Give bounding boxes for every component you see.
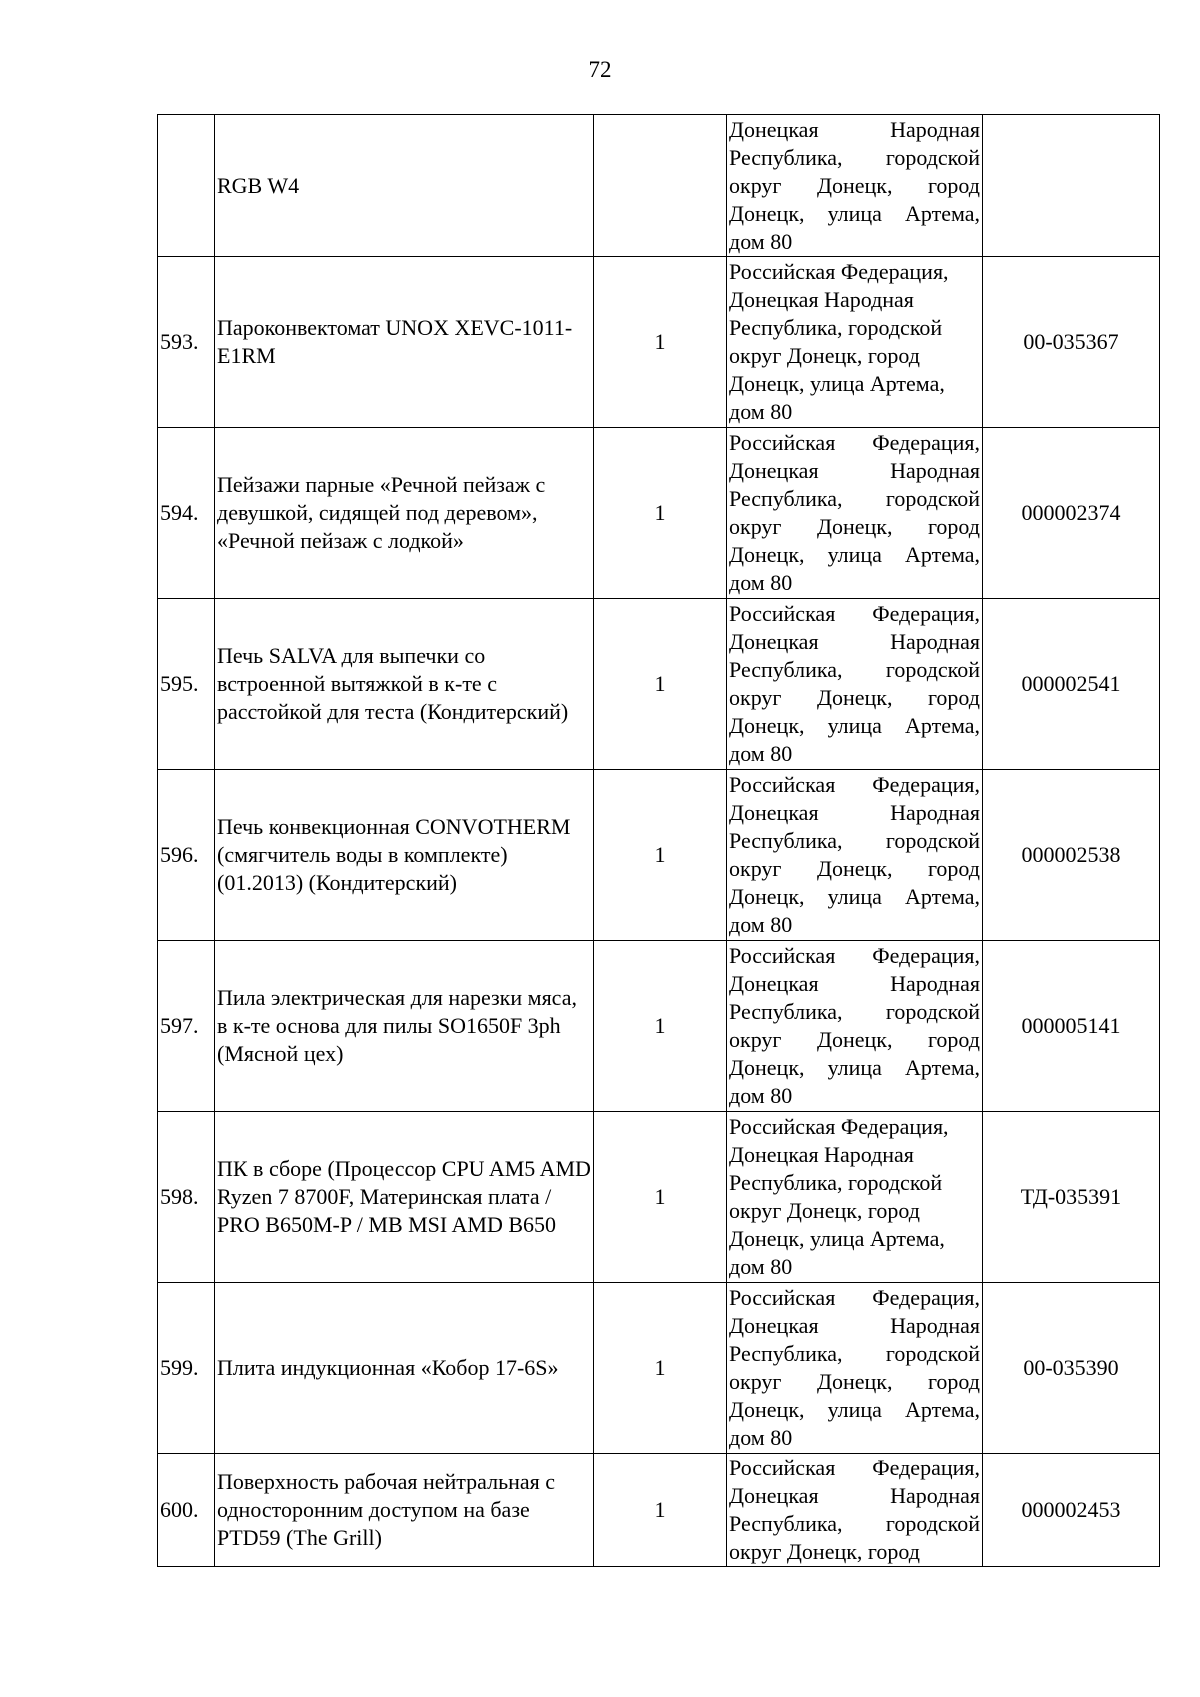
item-quantity: 1 bbox=[594, 941, 727, 1112]
item-address: Российская Федерация, Донецкая Народная Республика, городской округ Донецк, город Донецк, улица Артема, дом 80 bbox=[727, 257, 983, 428]
row-number: 597. bbox=[158, 941, 215, 1112]
item-quantity: 1 bbox=[594, 1454, 727, 1567]
table-row bbox=[158, 1112, 1160, 1283]
inventory-number: 000005141 bbox=[983, 941, 1160, 1112]
item-quantity: 1 bbox=[594, 1283, 727, 1454]
item-name: Пейзажи парные «Речной пейзаж с девушкой, сидящей под деревом», «Речной пейзаж с лодкой» bbox=[215, 428, 594, 599]
table-row bbox=[158, 115, 1160, 257]
inventory-table bbox=[157, 114, 1160, 1567]
inventory-number: 000002538 bbox=[983, 770, 1160, 941]
row-number: 598. bbox=[158, 1112, 215, 1283]
item-address: Российская Федерация, Донецкая Народная Республика, городской округ Донецк, город Донецк, улица Артема, дом 80 bbox=[727, 770, 983, 941]
item-name: Пароконвектомат UNOX XEVC-1011-E1RM bbox=[215, 257, 594, 428]
inventory-number: 00-035390 bbox=[983, 1283, 1160, 1454]
inventory-number: ТД-035391 bbox=[983, 1112, 1160, 1283]
item-quantity: 1 bbox=[594, 770, 727, 941]
table-row bbox=[158, 770, 1160, 941]
item-address: Российская Федерация, Донецкая Народная Республика, городской округ Донецк, город Донецк, улица Артема, дом 80 bbox=[727, 941, 983, 1112]
item-quantity: 1 bbox=[594, 428, 727, 599]
table-row bbox=[158, 1283, 1160, 1454]
table-row bbox=[158, 1454, 1160, 1567]
item-name: Печь конвекционная CONVOTHERM (смягчитель воды в комплекте) (01.2013) (Кондитерский) bbox=[215, 770, 594, 941]
item-quantity: 1 bbox=[594, 1112, 727, 1283]
inventory-number: 000002541 bbox=[983, 599, 1160, 770]
row-number: 600. bbox=[158, 1454, 215, 1567]
inventory-number: 000002374 bbox=[983, 428, 1160, 599]
item-address: Донецкая Народная Республика, городской округ Донецк, город Донецк, улица Артема, дом 80 bbox=[727, 115, 983, 257]
row-number: 596. bbox=[158, 770, 215, 941]
inventory-number: 00-035367 bbox=[983, 257, 1160, 428]
item-name: Плита индукционная «Кобор 17-6S» bbox=[215, 1283, 594, 1454]
item-quantity: 1 bbox=[594, 257, 727, 428]
row-number: 594. bbox=[158, 428, 215, 599]
item-address: Российская Федерация, Донецкая Народная Республика, городской округ Донецк, город Донецк, улица Артема, дом 80 bbox=[727, 599, 983, 770]
table-row bbox=[158, 599, 1160, 770]
inventory-number: 000002453 bbox=[983, 1454, 1160, 1567]
table-row bbox=[158, 257, 1160, 428]
item-address: Российская Федерация, Донецкая Народная Республика, городской округ Донецк, город Донецк, улица Артема, дом 80 bbox=[727, 428, 983, 599]
table-row bbox=[158, 428, 1160, 599]
item-address: Российская Федерация, Донецкая Народная Республика, городской округ Донецк, город Донецк, улица Артема, дом 80 bbox=[727, 1283, 983, 1454]
item-address: Российская Федерация, Донецкая Народная Республика, городской округ Донецк, город bbox=[727, 1454, 983, 1567]
row-number bbox=[158, 115, 215, 257]
item-name: RGB W4 bbox=[215, 115, 594, 257]
row-number: 595. bbox=[158, 599, 215, 770]
item-address: Российская Федерация, Донецкая Народная Республика, городской округ Донецк, город Донецк, улица Артема, дом 80 bbox=[727, 1112, 983, 1283]
item-quantity bbox=[594, 115, 727, 257]
row-number: 599. bbox=[158, 1283, 215, 1454]
table-row bbox=[158, 941, 1160, 1112]
item-name: Пила электрическая для нарезки мяса, в к-те основа для пилы SO1650F 3ph (Мясной цех) bbox=[215, 941, 594, 1112]
item-name: Поверхность рабочая нейтральная с односторонним доступом на базе PTD59 (The Grill) bbox=[215, 1454, 594, 1567]
row-number: 593. bbox=[158, 257, 215, 428]
item-quantity: 1 bbox=[594, 599, 727, 770]
page-number: 72 bbox=[588, 57, 612, 82]
inventory-number bbox=[983, 115, 1160, 257]
item-name: Печь SALVA для выпечки со встроенной вытяжкой в к-те с расстойкой для теста (Кондитерский) bbox=[215, 599, 594, 770]
item-name: ПК в сборе (Процессор CPU AM5 AMD Ryzen 7 8700F, Материнская плата / PRO B650M-P / MB MSI AMD B650 bbox=[215, 1112, 594, 1283]
